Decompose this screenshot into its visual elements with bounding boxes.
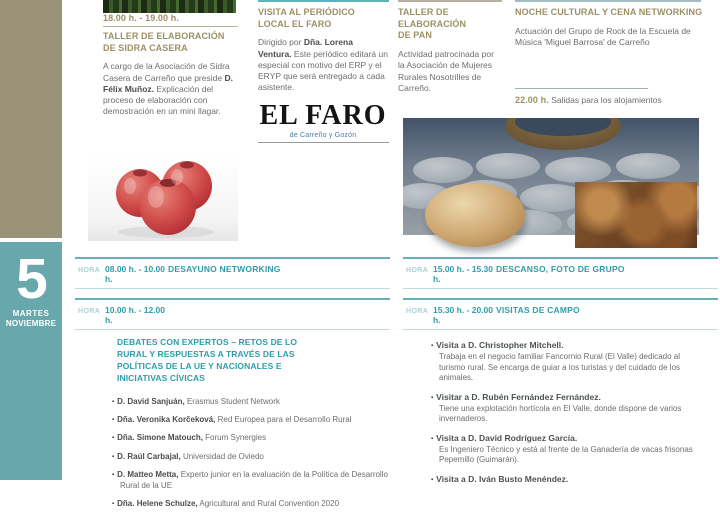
- el-faro-logo: EL FARO: [259, 100, 387, 132]
- sidra-title: TALLER DE ELABORACIÓN DE SIDRA CASERA: [103, 31, 225, 53]
- row-title: DESCANSO, FOTO DE GRUPO: [496, 264, 625, 274]
- faro-desc-suffix: Este periódico editará un especial con motivo del ERP y el ERYP que será entregado a cada asistente.: [258, 48, 388, 93]
- speaker-item: [112, 397, 390, 407]
- bullet-icon: ▪: [112, 453, 115, 460]
- baked-bread-photo: [575, 182, 697, 248]
- visit-name: [431, 474, 718, 484]
- sidra-person-name: D. Félix Muñoz.: [103, 72, 233, 94]
- faro-person-name: Dña. Lorena Ventura.: [258, 37, 353, 59]
- hora-label: HORA: [78, 267, 101, 274]
- speaker-affiliation: Erasmus Student Network: [184, 396, 280, 406]
- schedule-morning: [75, 257, 390, 517]
- row-time: 08.00 h. - 10.00 h.: [105, 264, 166, 284]
- speaker-item: [112, 452, 390, 462]
- divider-line: [258, 0, 389, 2]
- divider-line: [258, 142, 389, 143]
- top-left-color-block: [0, 0, 62, 238]
- departure-text: Salidas para los alojamientos: [548, 95, 662, 106]
- visit-item: [431, 340, 718, 384]
- visit-description: Tiene una explotación hortícola en El Valle, donde dispone de varios invernaderos.: [439, 403, 682, 424]
- noche-description: Actuación del Grupo de Rock de la Escuela de Música 'Miguel Barrosa' de Carreño: [515, 25, 691, 47]
- month-name: NOVIEMBRE: [5, 319, 57, 329]
- row-title: VISITAS DE CAMPO: [496, 305, 580, 315]
- sidra-description: [103, 61, 238, 117]
- row-time: 10.00 h. - 12.00 h.: [105, 305, 166, 325]
- section-noche-cultural: [515, 0, 701, 105]
- bullet-icon: ▪: [431, 343, 434, 349]
- bullet-icon: ▪: [112, 416, 115, 423]
- speaker-name: D. David Sanjuán,: [117, 396, 185, 406]
- speaker-affiliation: Agricultural and Rural Convention 2020: [197, 498, 340, 508]
- visit-description: Es Ingeniero Técnico y está al frente de la Ganadería de vacas frisonas Pepemillo (Guimarán).: [439, 444, 693, 465]
- day-name: MARTES: [12, 309, 50, 319]
- speaker-name: Dña. Helene Schulze,: [117, 498, 198, 508]
- visits-list: [431, 340, 718, 484]
- row-title: DESAYUNO NETWORKING: [168, 264, 281, 274]
- visit-person: Visita a D. David Rodríguez García.: [436, 432, 578, 443]
- sidra-desc-suffix: Explicación del proceso de elaboración con demostración en un mini llagar.: [103, 83, 221, 117]
- bullet-icon: ▪: [112, 435, 115, 442]
- visit-person: Visita a D. Christopher Mitchell.: [436, 340, 564, 350]
- schedule-row-debates: [75, 300, 390, 329]
- schedule-row-visitas: [403, 300, 718, 329]
- visit-person: Visitar a D. Rubén Fernández Fernández.: [436, 391, 601, 402]
- divider-line: [515, 0, 701, 2]
- speaker-item: [112, 499, 390, 509]
- bullet-icon: ▪: [431, 435, 434, 442]
- visit-description: Trabaja en el negocio familiar Fancornio Rural (El Valle) dedicado al turismo rural. Se encarga de guiar a los turistas y del cuidado de los animales.: [439, 352, 681, 383]
- departure-line: [515, 95, 701, 105]
- speaker-item: [112, 433, 390, 443]
- bullet-icon: ▪: [112, 500, 115, 507]
- el-faro-logo-subtitle: de Carreño y Gozón: [289, 132, 357, 140]
- date-sidebar: [0, 242, 62, 480]
- schedule-afternoon: [403, 257, 718, 492]
- bullet-icon: ▪: [431, 394, 434, 401]
- row-time: 15.30 h. - 20.00 h.: [433, 305, 494, 325]
- sidra-desc-prefix: A cargo de la Asociación de Sidra Casera de Carreño que preside: [103, 61, 230, 83]
- noche-title: NOCHE CULTURAL Y CENA NETWORKING: [515, 7, 703, 17]
- faro-desc-prefix: Dirigido por: [258, 37, 304, 48]
- departure-time: 22.00 h.: [515, 95, 549, 106]
- speaker-affiliation: Universidad de Oviedo: [180, 451, 264, 461]
- speaker-name: D. Raúl Carbajal,: [117, 451, 181, 461]
- hora-label: HORA: [406, 308, 429, 315]
- visit-name: [431, 433, 718, 443]
- schedule-row-desayuno: [75, 259, 390, 288]
- faro-description: [258, 37, 388, 93]
- divider-line: [75, 329, 390, 330]
- day-number: 5: [16, 247, 46, 311]
- pan-description: Actividad patrocinada por la Asociación de Mujeres Rurales Nosotrilles de Carreño.: [398, 49, 494, 93]
- speaker-affiliation: Forum Synergies: [202, 433, 267, 443]
- divider-line: [403, 329, 718, 330]
- round-bread-loaf-photo: [425, 183, 525, 247]
- speaker-affiliation: Red Europea para el Desarrollo Rural: [215, 414, 352, 424]
- speaker-name: Dña. Simone Matouch,: [117, 433, 203, 443]
- divider-line: [398, 0, 502, 2]
- row-time: 15.00 h. - 15.30 h.: [433, 264, 494, 284]
- speaker-name: D. Matteo Metta,: [117, 470, 179, 480]
- speaker-affiliation: Experto junior en la evaluación de la Política de Desarrollo Rural de la UE: [120, 470, 388, 490]
- divider-line: [515, 88, 648, 89]
- visit-name: [431, 392, 718, 402]
- apples-photo: [88, 155, 238, 241]
- hora-label: HORA: [78, 308, 101, 315]
- divider-line: [103, 26, 238, 27]
- bullet-icon: ▪: [112, 472, 115, 479]
- debates-session-title: DEBATES CON EXPERTOS – RETOS DE LO RURAL Y RESPUESTAS A TRAVÉS DE LAS POLÍTICAS DE LA UE Y NACIONALES E INICIATIVAS CÍVICAS: [117, 337, 298, 383]
- visit-item: [431, 392, 718, 425]
- bullet-icon: ▪: [112, 398, 115, 405]
- pan-title: TALLER DE ELABORACIÓN DE PAN: [398, 7, 467, 41]
- visit-person: Visita a D. Iván Busto Menéndez.: [436, 473, 569, 484]
- sidra-time: 18.00 h. - 19.00 h.: [103, 13, 179, 23]
- schedule-row-descanso: [403, 259, 718, 288]
- speaker-name: Dña. Veronika Korčeková,: [117, 414, 216, 424]
- apples-illustration: [88, 155, 238, 241]
- visit-item: [431, 474, 718, 484]
- section-visita-faro: [258, 0, 389, 143]
- faro-title: VISITA AL PERIÓDICO LOCAL EL FARO: [258, 7, 355, 29]
- bullet-icon: ▪: [431, 476, 434, 483]
- visit-item: [431, 433, 718, 466]
- visit-name: [431, 340, 718, 350]
- section-taller-sidra: [103, 0, 238, 117]
- hora-label: HORA: [406, 267, 429, 274]
- speaker-item: [112, 415, 390, 425]
- section-taller-pan: [398, 0, 502, 94]
- speaker-item: [112, 470, 390, 491]
- speakers-list: [112, 397, 390, 510]
